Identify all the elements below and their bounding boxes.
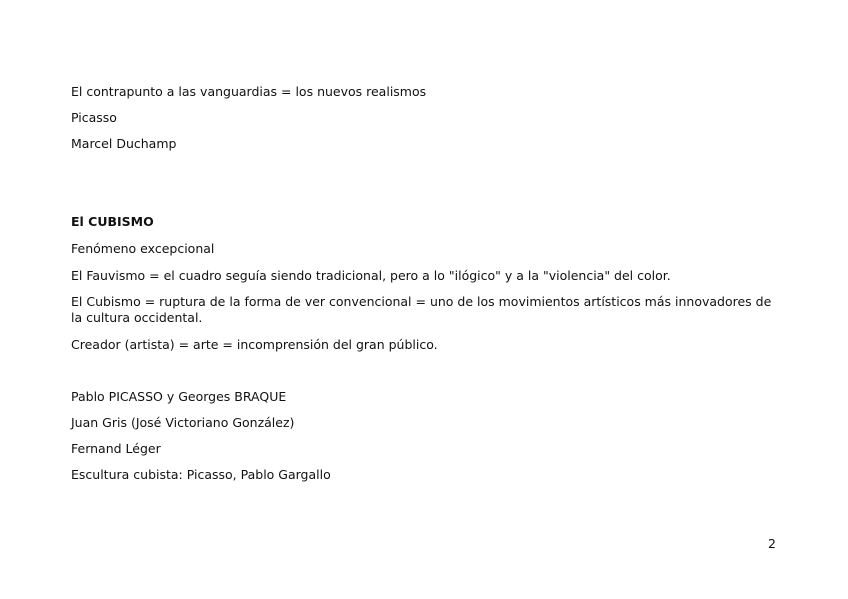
intro-line-1: El contrapunto a las vanguardias = los nuevos realismos <box>71 84 427 99</box>
intro-line-3: Marcel Duchamp <box>71 136 177 151</box>
artist-line-1: Pablo PICASSO y Georges BRAQUE <box>71 389 287 404</box>
section-line-3: El Cubismo = ruptura de la forma de ver convencional = uno de los movimientos artísticos más innovadores de la cultura occidental. <box>71 294 772 325</box>
intro-line-2: Picasso <box>71 110 117 125</box>
section-line-4: Creador (artista) = arte = incomprensión del gran público. <box>71 337 438 352</box>
artist-line-3: Fernand Léger <box>71 441 161 456</box>
section-line-2: El Fauvismo = el cuadro seguía siendo tradicional, pero a lo "ilógico" y a la "violencia" del color. <box>71 268 671 283</box>
section-title: El CUBISMO <box>71 214 154 229</box>
section-line-1: Fenómeno excepcional <box>71 241 215 256</box>
artist-line-2: Juan Gris (José Victoriano González) <box>71 415 295 430</box>
page-number: 2 <box>768 536 776 551</box>
artist-line-4: Escultura cubista: Picasso, Pablo Gargallo <box>71 467 331 482</box>
